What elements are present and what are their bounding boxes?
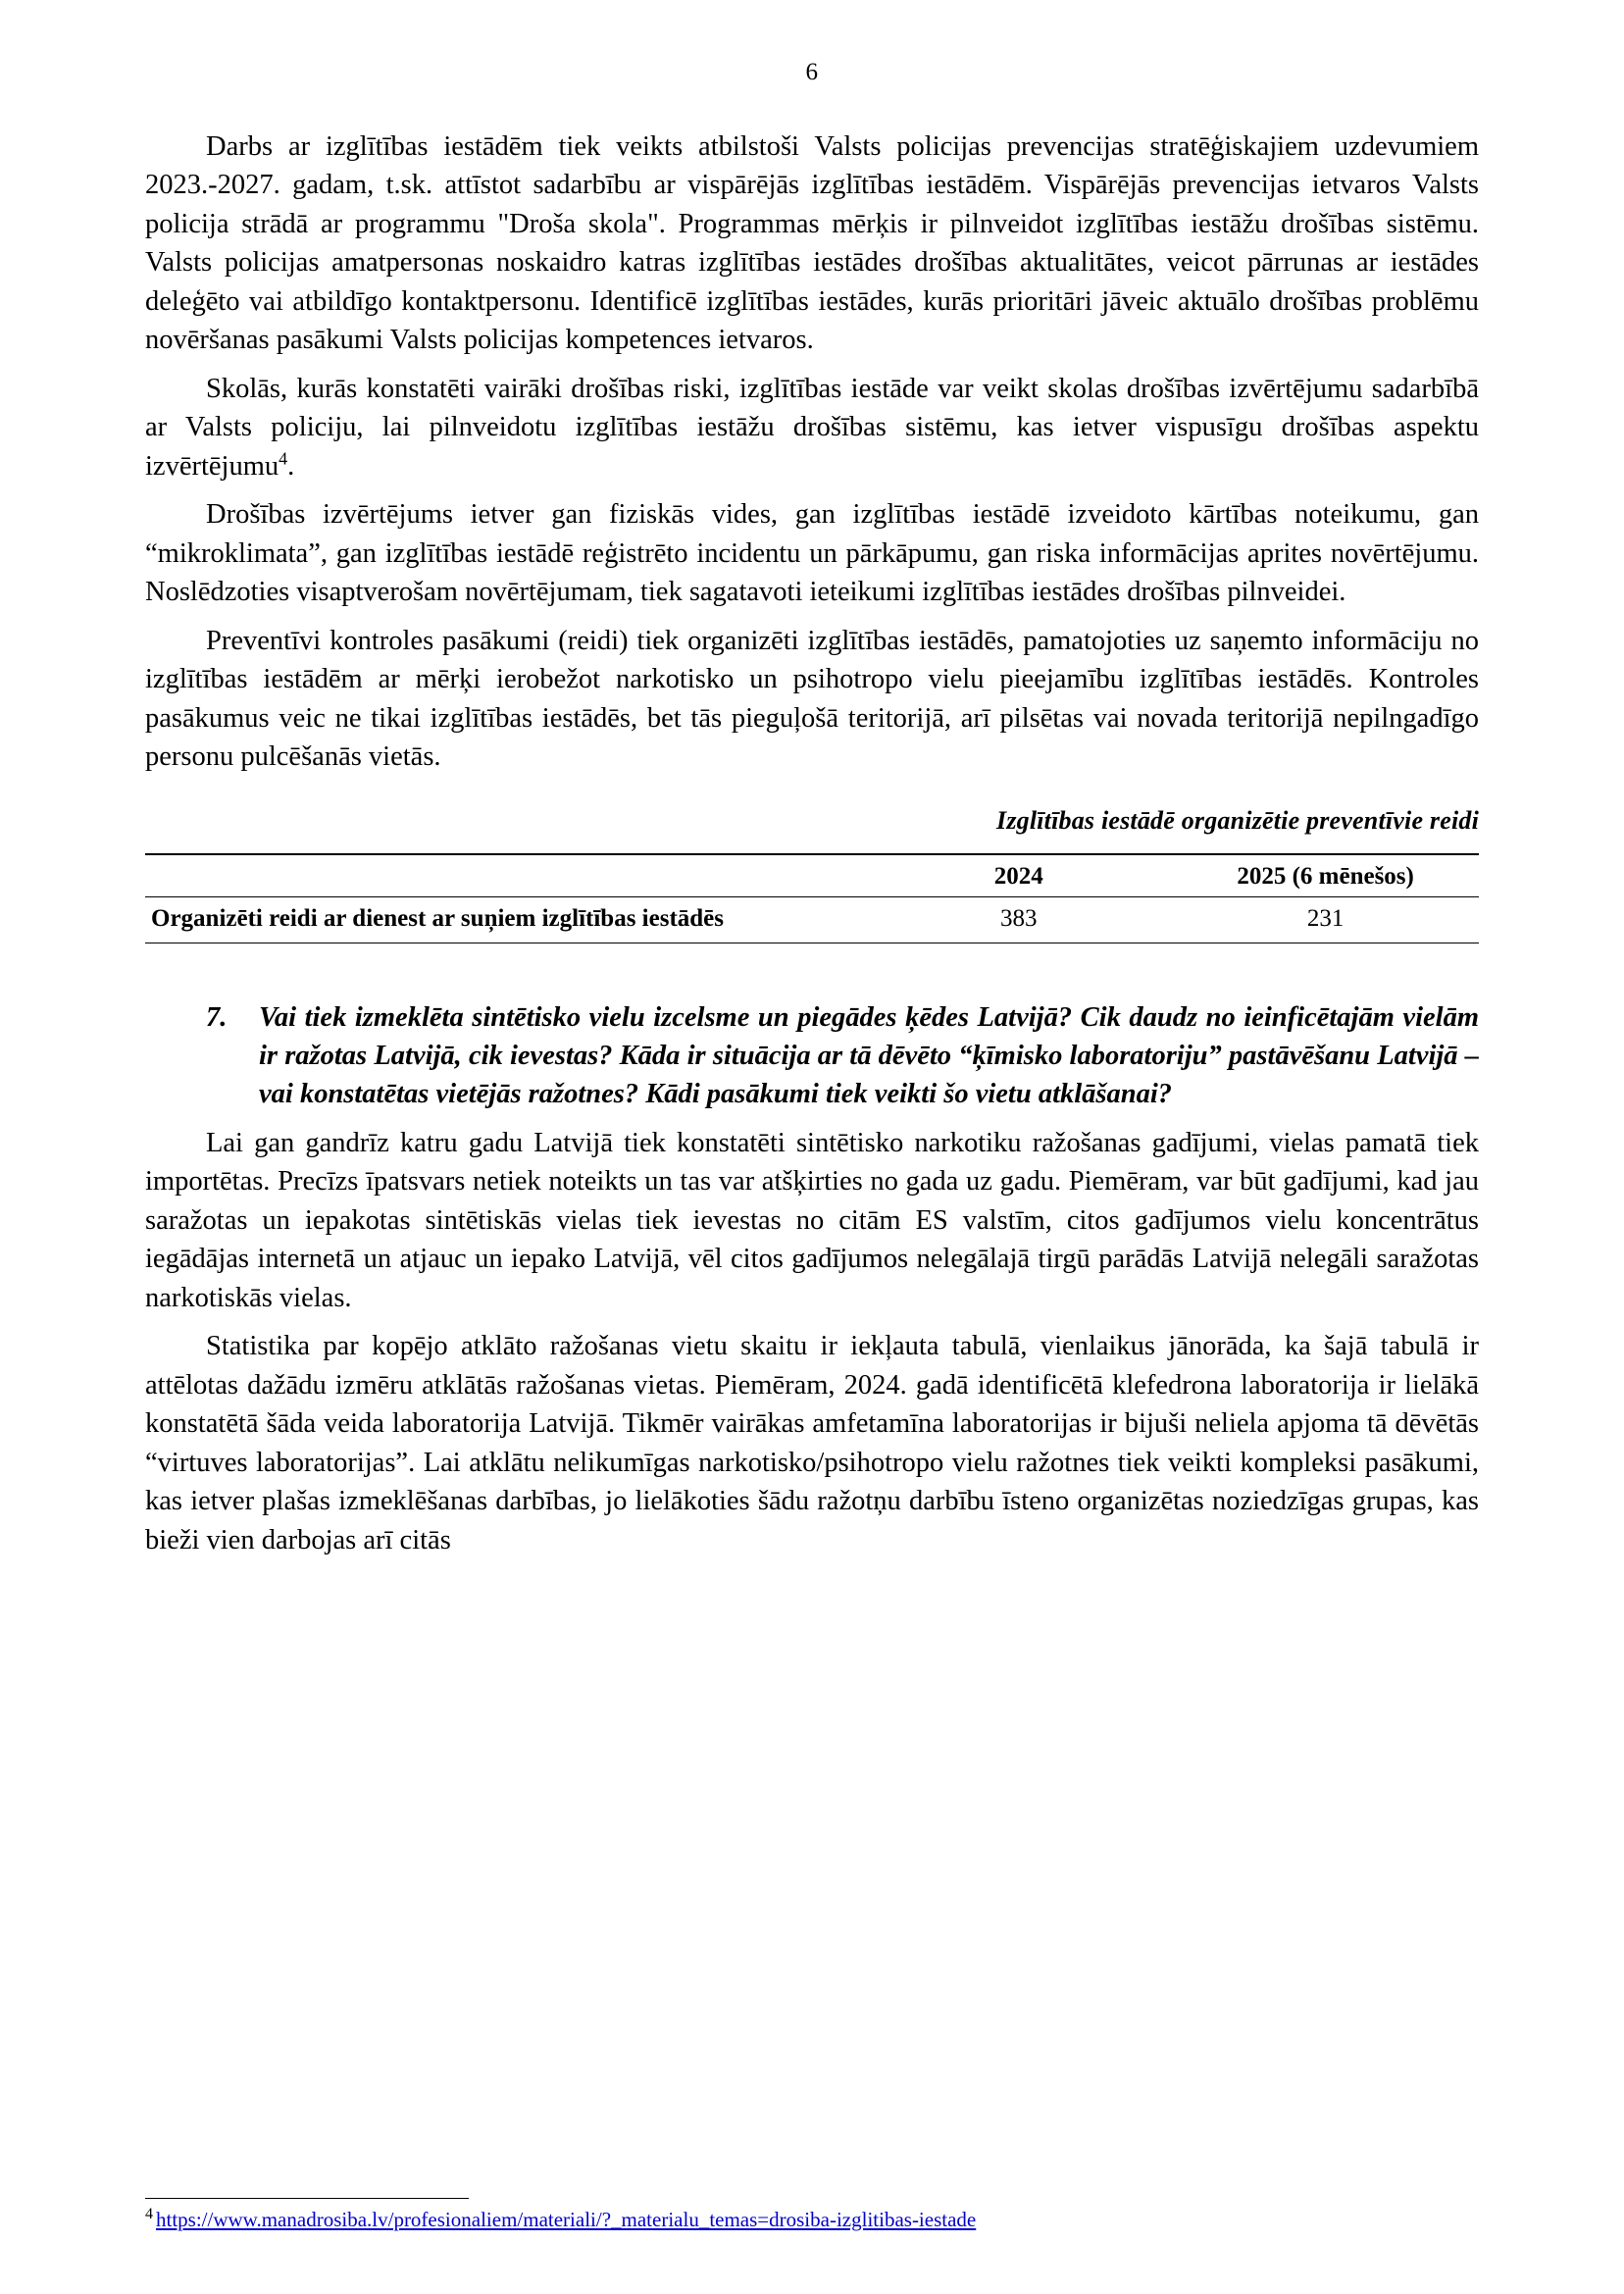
paragraph-3: Drošības izvērtējums ietver gan fiziskās vides, gan izglītības iestādē izveidoto kārtības noteikumu, gan “mikroklimata”, gan izglītības iestādē reģistrēto incidentu un pārkāpumu, gan riska informācijas aprites novērtējumu. Noslēdzoties visaptverošam novērtējumam, tiek sagatavoti ieteikumi izglītības iestādes drošības pilnveidei. — [145, 499, 1479, 608]
table-cell-2025: 231 — [1172, 896, 1479, 943]
answer-paragraph-1: Lai gan gandrīz katru gadu Latvijā tiek konstatēti sintētisko narkotiku ražošanas gadījumi, vielas pamatā tiek importētas. Precīzs īpatsvars netiek noteikts un tas var atšķirties no gada uz gadu. Piemēram, var būt gadījumi, kad jau saražotas un iepakotas sintētiskās vielas tiek ievestas no citām ES valstīm, citos gadījumos vielu koncentrātus iegādājas internetā un atjauc un iepako Latvijā, vēl citos gadījumos nelegālajā tirgū parādās Latvijā nelegāli saražotas narkotiskās vielas. — [145, 1127, 1479, 1313]
table-header-blank — [145, 854, 865, 897]
table-body — [145, 896, 1479, 943]
footnote-separator — [145, 2198, 469, 2199]
table-row-label: Organizēti reidi ar dienest ar suņiem izglītības iestādēs — [145, 896, 865, 943]
table-header-2024: 2024 — [865, 854, 1172, 897]
footnote-marker: 4 — [145, 2205, 153, 2222]
table-row — [145, 896, 1479, 943]
question-text: Vai tiek izmeklēta sintētisko vielu izcelsme un piegādes ķēdes Latvijā? Cik daudz no ieinficētajām vielām ir ražotas Latvijā, cik ievestas? Kāda ir situācija ar tā dēvēto “ķīmisko laboratoriju” pastāvēšanu Latvijā – vai konstatētas vietējās ražotnes? Kādi pasākumi tiek veikti šo vietu atklāšanai? — [259, 1001, 1479, 1110]
paragraph-4: Preventīvi kontroles pasākumi (reidi) tiek organizēti izglītības iestādēs, pamatojoties uz saņemto informāciju no izglītības iestādēm ar mērķi ierobežot narkotisko un psihotropo vielu pieejamību izglītības iestādēs. Kontroles pasākumus veic ne tikai izglītības iestādēs, bet tās pieguļošā teritorijā, arī pilsētas vai novada teritorijā nepilngadīgo personu pulcēšanās vietās. — [145, 625, 1479, 773]
footnote-reference-4[interactable]: 4 — [279, 448, 288, 469]
paragraph-2-tail: . — [287, 450, 295, 482]
footnote-area — [145, 2198, 1479, 2233]
paragraph-2 — [145, 370, 1479, 485]
footnote-4 — [145, 2207, 1479, 2233]
table-cell-2024: 383 — [865, 896, 1172, 943]
question-list — [145, 998, 1479, 1114]
preventive-raids-table — [145, 853, 1479, 943]
answer-paragraph-2: Statistika par kopējo atklāto ražošanas vietu skaitu ir iekļauta tabulā, vienlaikus jānorāda, ka šajā tabulā ir attēlotas dažādu izmēru atklātās ražošanas vietas. Piemēram, 2024. gadā identificētā klefedrona laboratorija ir lielākā konstatētā šāda veida laboratorija Latvijā. Tikmēr vairākas amfetamīna laboratorijas ir bijuši neliela apjoma tā dēvētās “virtuves laboratorijas”. Lai atklātu nelikumīgas narkotisko/psihotropo vielu ražotnes tiek veikti kompleksi pasākumi, kas ietver plašas izmeklēšanas darbības, jo lielākoties šādu ražotņu darbību īsteno organizētas noziedzīgas grupas, kas bieži vien darbojas arī citās — [145, 1331, 1479, 1555]
table-header-2025: 2025 (6 mēnešos) — [1172, 854, 1479, 897]
table-header-row — [145, 854, 1479, 897]
question-item-7 — [145, 998, 1479, 1114]
question-number: 7. — [206, 1001, 228, 1033]
paragraph-2-text: Skolās, kurās konstatēti vairāki drošības riski, izglītības iestāde var veikt skolas drošības izvērtējumu sadarbībā ar Valsts policiju, lai pilnveidotu izglītības iestāžu drošības sistēmu, kas ietver vispusīgu drošības aspektu izvērtējumu — [145, 373, 1479, 482]
paragraph-1: Darbs ar izglītības iestādēm tiek veikts atbilstoši Valsts policijas prevencijas stratēģiskajiem uzdevumiem 2023.-2027. gadam, t.sk. attīstot sadarbību ar vispārējās izglītības iestādēm. Vispārējās prevencijas ietvaros Valsts policija strādā ar programmu "Droša skola". Programmas mērķis ir pilnveidot izglītības iestāžu drošības sistēmu. Valsts policijas amatpersonas noskaidro katras izglītības iestādes drošības aktualitātes, veicot pārrunas ar iestādes deleģēto vai atbildīgo kontaktpersonu. Identificē izglītības iestādes, kurās prioritāri jāveic aktuālo drošības problēmu novēršanas pasākumi Valsts policijas kompetences ietvaros. — [145, 131, 1479, 356]
table-caption: Izglītības iestādē organizētie preventīvie reidi — [996, 805, 1479, 835]
page-number: 6 — [805, 59, 819, 85]
table-head — [145, 854, 1479, 897]
footnote-link[interactable]: https://www.manadrosiba.lv/profesionaliem/materiali/?_materialu_temas=drosiba-izglitibas-iestade — [156, 2207, 977, 2231]
